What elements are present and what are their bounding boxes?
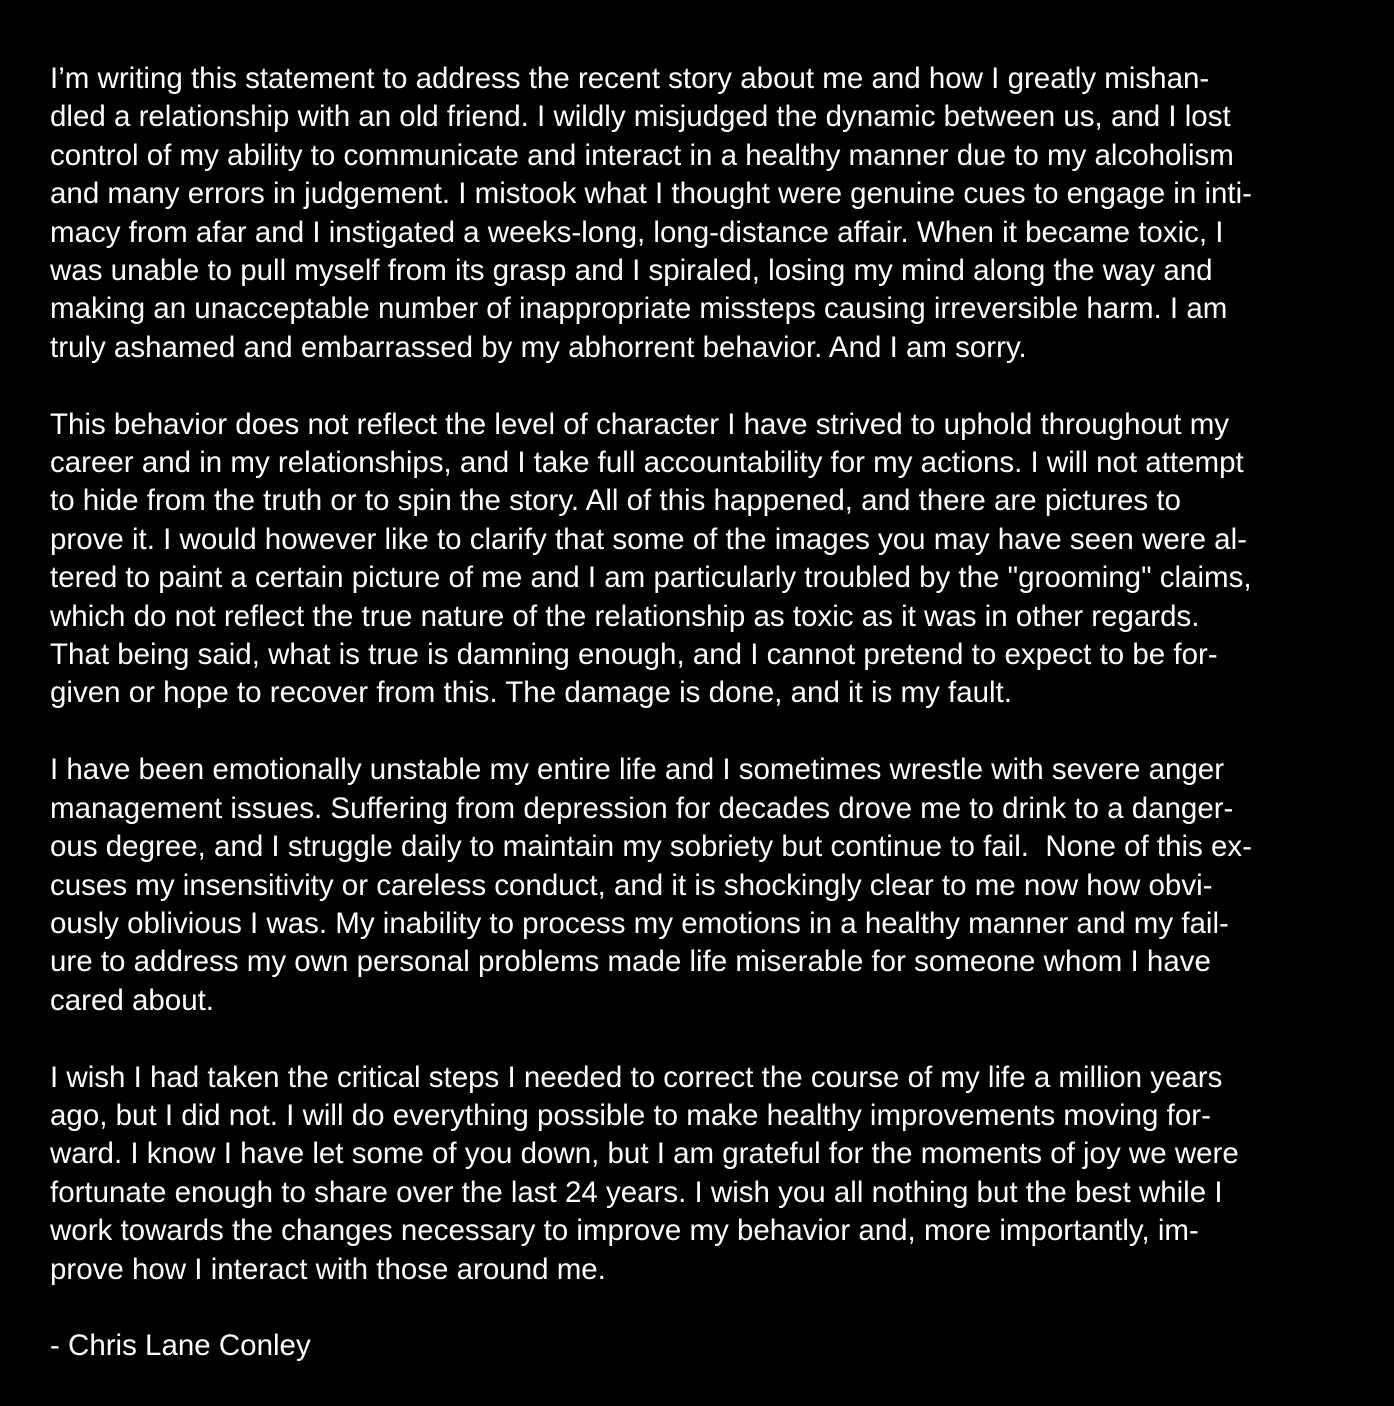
- paragraph-line: This behavior does not reflect the level of character I have strived to uphold throughout my: [50, 407, 1230, 441]
- paragraph-line: I wish I had taken the critical steps I needed to correct the course of my life a million years: [50, 1060, 1223, 1094]
- paragraph-line: cared about.: [50, 983, 215, 1017]
- paragraph-line: control of my ability to communicate and interact in a healthy manner due to my alcoholism: [50, 138, 1234, 172]
- paragraph-line: ously oblivious I was. My inability to process my emotions in a healthy manner and my fail-: [50, 906, 1229, 940]
- paragraph-line: and many errors in judgement. I mistook what I thought were genuine cues to engage in inti-: [50, 177, 1252, 211]
- paragraph-line: ous degree, and I struggle daily to maintain my sobriety but continue to fail. None of this ex-: [50, 830, 1252, 864]
- paragraph-4: [50, 1059, 1360, 1289]
- paragraph-line: prove how I interact with those around me.: [50, 1252, 606, 1286]
- paragraph-line: management issues. Suffering from depression for decades drove me to drink to a danger-: [50, 791, 1234, 825]
- paragraph-3: [50, 751, 1360, 1020]
- statement-document: [50, 60, 1360, 1366]
- paragraph-line: fortunate enough to share over the last 24 years. I wish you all nothing but the best while I: [50, 1175, 1223, 1209]
- paragraph-line: ago, but I did not. I will do everything possible to make healthy improvements moving for-: [50, 1098, 1211, 1132]
- paragraph-line: tered to paint a certain picture of me and I am particularly troubled by the "grooming" claims,: [50, 561, 1252, 595]
- paragraph-line: given or hope to recover from this. The damage is done, and it is my fault.: [50, 676, 1012, 710]
- paragraph-line: to hide from the truth or to spin the story. All of this happened, and there are pictures to: [50, 484, 1181, 518]
- paragraph-line: ward. I know I have let some of you down, but I am grateful for the moments of joy we were: [50, 1137, 1239, 1171]
- signature: - Chris Lane Conley: [50, 1329, 311, 1363]
- paragraph-line: prove it. I would however like to clarify that some of the images you may have seen were al-: [50, 522, 1247, 556]
- paragraph-line: which do not reflect the true nature of the relationship as toxic as it was in other regards.: [50, 599, 1200, 633]
- paragraph-line: work towards the changes necessary to improve my behavior and, more importantly, im-: [50, 1214, 1199, 1248]
- paragraph-2: [50, 406, 1360, 713]
- paragraph-line: making an unacceptable number of inappropriate missteps causing irreversible harm. I am: [50, 292, 1228, 326]
- paragraph-line: That being said, what is true is damning enough, and I cannot pretend to expect to be for-: [50, 638, 1218, 672]
- paragraph-line: macy from afar and I instigated a weeks-long, long-distance affair. When it became toxic, I: [50, 215, 1224, 249]
- paragraph-line: cuses my insensitivity or careless conduct, and it is shockingly clear to me now how obvi-: [50, 868, 1213, 902]
- paragraph-line: truly ashamed and embarrassed by my abhorrent behavior. And I am sorry.: [50, 330, 1027, 364]
- paragraph-line: was unable to pull myself from its grasp and I spiraled, losing my mind along the way and: [50, 254, 1213, 288]
- paragraph-line: I have been emotionally unstable my entire life and I sometimes wrestle with severe anger: [50, 753, 1225, 787]
- paragraph-line: ure to address my own personal problems made life miserable for someone whom I have: [50, 945, 1211, 979]
- paragraph-line: career and in my relationships, and I take full accountability for my actions. I will not attempt: [50, 446, 1244, 480]
- paragraph-line: I’m writing this statement to address the recent story about me and how I greatly mishan-: [50, 62, 1210, 95]
- paragraph-1: [50, 60, 1360, 367]
- paragraph-line: dled a relationship with an old friend. I wildly misjudged the dynamic between us, and I lost: [50, 100, 1231, 134]
